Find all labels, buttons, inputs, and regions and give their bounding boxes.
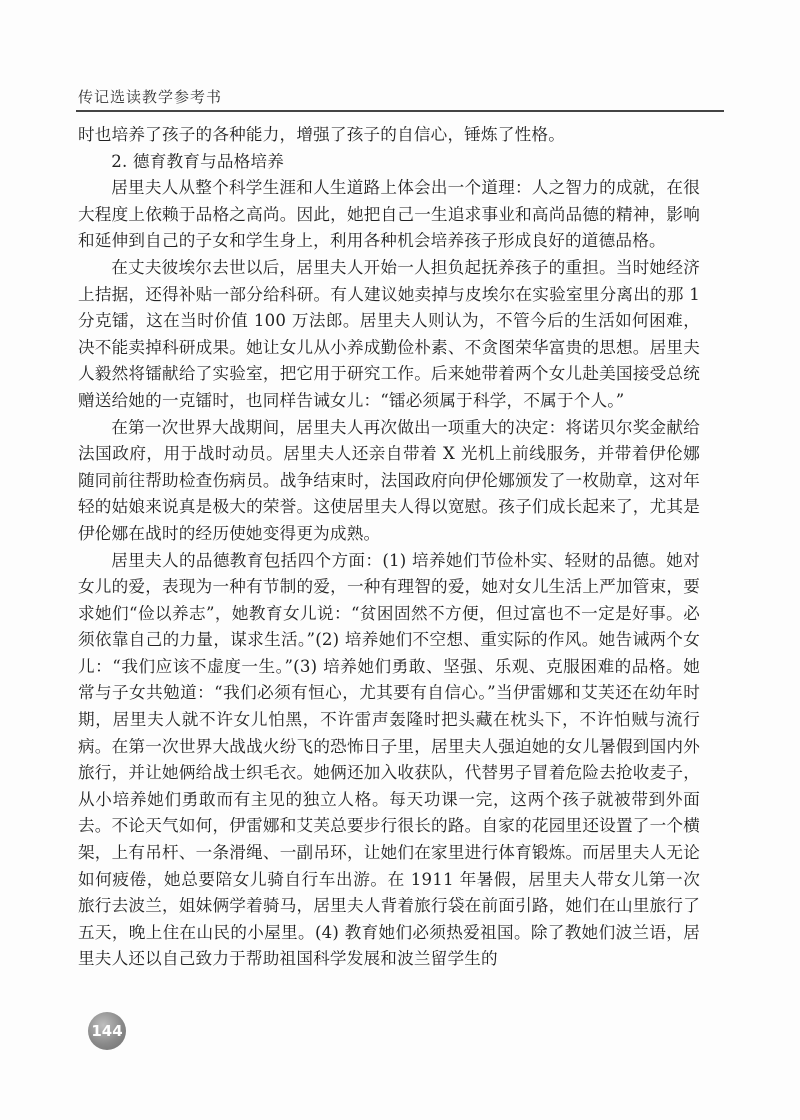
running-header: 传记选读教学参考书 [78, 88, 223, 106]
paragraph-continued: 时也培养了孩子的各种能力，增强了孩子的自信心，锤炼了性格。 [78, 125, 566, 144]
paragraph: 在第一次世界大战期间，居里夫人再次做出一项重大的决定：将诺贝尔奖金献给法国政府，用于战时动员。居里夫人还亲自带着 X 光机上前线服务，并带着伊伦娜随同前往帮助检查伤病员。战争结束时，法国政府向伊伦娜颁发了一枚勋章，这对年轻的姑娘来说真是极大的荣誉。这使居里夫人得以宽慰。孩子们成长起来了，尤其是伊伦娜在战时的经历使她变得更为成熟。 [78, 417, 700, 543]
paragraph: 居里夫人的品德教育包括四个方面：(1) 培养她们节俭朴实、轻财的品德。她对女儿的爱，表现为一种有节制的爱，一种有理智的爱，她对女儿生活上严加管束，要求她们“俭以养志”，她教育女儿说：“贫困固然不方便，但过富也不一定是好事。必须依靠自己的力量，谋求生活。”(2) 培养她们不空想、重实际的作风。她告诫两个女儿：“我们应该不虚度一生。”(3) 培养她们勇敢、坚强、乐观、克服困难的品格。她常与子女共勉道：“我们必须有恒心，尤其要有自信心。”当伊雷娜和艾芙还在幼年时期，居里夫人就不许女儿怕黑，不许雷声轰隆时把头藏在枕头下，不许怕贼与流行病。在第一次世界大战战火纷飞的恐怖日子里，居里夫人强迫她的女儿暑假到国内外旅行，并让她俩给战士织毛衣。她俩还加入收获队，代替男子冒着危险去抢收麦子，从小培养她们勇敢而有主见的独立人格。每天功课一完，这两个孩子就被带到外面去。不论天气如何，伊雷娜和艾芙总要步行很长的路。自家的花园里还设置了一个横架，上有吊杆、一条滑绳、一副吊环，让她们在家里进行体育锻炼。而居里夫人无论如何疲倦，她总要陪女儿骑自行车出游。在 1911 年暑假，居里夫人带女儿第一次旅行去波兰，姐妹俩学着骑马，居里夫人背着旅行袋在前面引路，她们在山里旅行了五天，晚上住在山民的小屋里。(4) 教育她们必须热爱祖国。除了教她们波兰语，居里夫人还以自己致力于帮助祖国科学发展和波兰留学生的 [78, 550, 700, 969]
section-heading: 2. 德育教育与品格培养 [111, 151, 285, 171]
page-number-badge [88, 1012, 126, 1050]
paragraph: 在丈夫彼埃尔去世以后，居里夫人开始一人担负起抚养孩子的重担。当时她经济上拮据，还得补贴一部分给科研。有人建议她卖掉与皮埃尔在实验室里分离出的那 1 分克镭，这在当时价值 100 万法郎。居里夫人则认为，不管今后的生活如何困难，决不能卖掉科研成果。她让女儿从小养成勤俭朴素、不贪图荣华富贵的思想。居里夫人毅然将镭献给了实验室，把它用于研究工作。后来她带着两个女儿赴美国接受总统赠送给她的一克镭时，也同样告诫女儿：“镭必须属于科学，不属于个人。” [78, 257, 700, 410]
header-rule [76, 110, 724, 112]
page-number: 144 [91, 1022, 123, 1040]
paragraph: 居里夫人从整个科学生涯和人生道路上体会出一个道理：人之智力的成就，在很大程度上依赖于品格之高尚。因此，她把自己一生追求事业和高尚品德的精神，影响和延伸到自己的子女和学生身上，利用各种机会培养孩子形成良好的道德品格。 [78, 178, 700, 251]
body-text [78, 122, 700, 973]
